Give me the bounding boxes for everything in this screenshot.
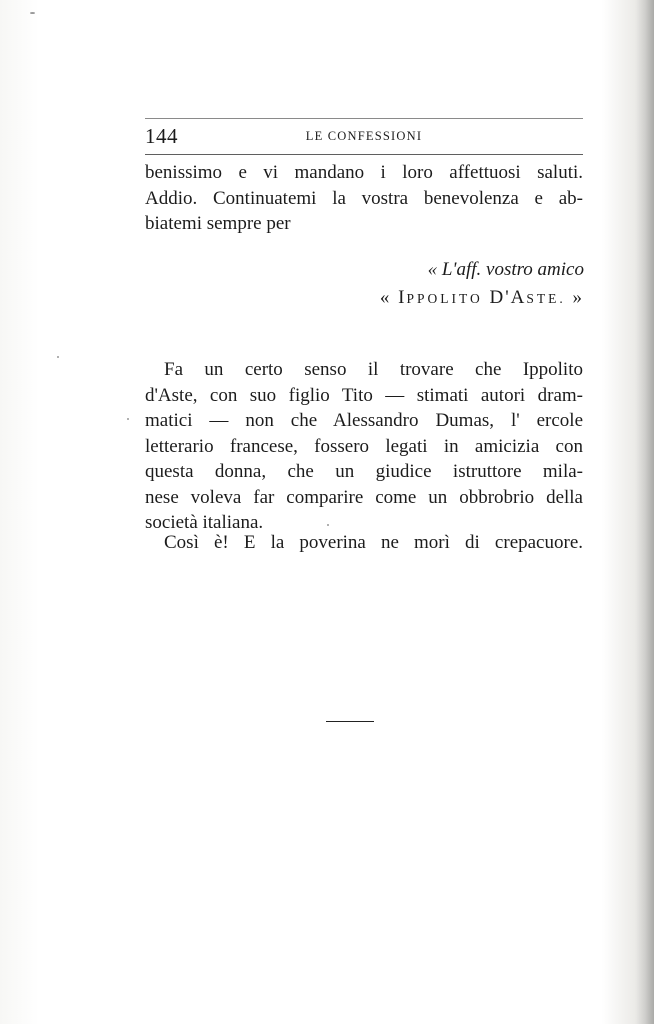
text-line: questa donna, che un giudice istruttore mila- bbox=[145, 461, 583, 482]
signature-salutation: « L'aff. vostro amico bbox=[427, 259, 584, 280]
signature-surname: STE. bbox=[526, 291, 566, 306]
text-line: d'Aste, con suo figlio Tito — stimati autori dram- bbox=[145, 384, 583, 406]
end-of-section-rule bbox=[326, 721, 374, 722]
paper-speck bbox=[127, 418, 129, 420]
header-bottom-rule bbox=[145, 154, 583, 155]
signature-open: « I bbox=[379, 287, 407, 308]
header-top-rule bbox=[145, 118, 583, 119]
paragraph-letter-closing bbox=[145, 160, 583, 237]
paper-speck bbox=[57, 356, 59, 358]
page-edge-shadow bbox=[636, 0, 654, 1024]
page-header bbox=[145, 124, 583, 150]
signature-particle: D'A bbox=[482, 287, 527, 308]
text-line: letterario francese, fossero legati in amicizia con bbox=[145, 435, 583, 457]
text-line: biatemi sempre per bbox=[145, 213, 291, 234]
paragraph-commentary bbox=[145, 357, 583, 536]
signature-close: » bbox=[565, 287, 584, 308]
text-line: Addio. Continuatemi la vostra benevolenza e ab- bbox=[145, 187, 583, 209]
paper-speck bbox=[327, 524, 329, 526]
text-line: Fa un certo senso il trovare che Ippolito bbox=[164, 359, 583, 380]
text-line: Così è! E la poverina ne morì di crepacuore. bbox=[164, 532, 583, 553]
running-head: LE CONFESSIONI bbox=[305, 129, 423, 143]
text-line: benissimo e vi mandano i loro affettuosi saluti. bbox=[145, 162, 583, 183]
paper-speck bbox=[30, 12, 35, 14]
page-number: 144 bbox=[145, 124, 178, 148]
text-line: società italiana. bbox=[145, 512, 264, 533]
text-line: matici — non che Alessandro Dumas, l' ercole bbox=[145, 410, 583, 431]
signature-first-name: PPOLITO bbox=[406, 291, 483, 306]
paragraph-conclusion bbox=[145, 530, 583, 556]
text-line: nese voleva far comparire come un obbrobrio della bbox=[145, 486, 583, 508]
signature-name bbox=[380, 285, 584, 312]
